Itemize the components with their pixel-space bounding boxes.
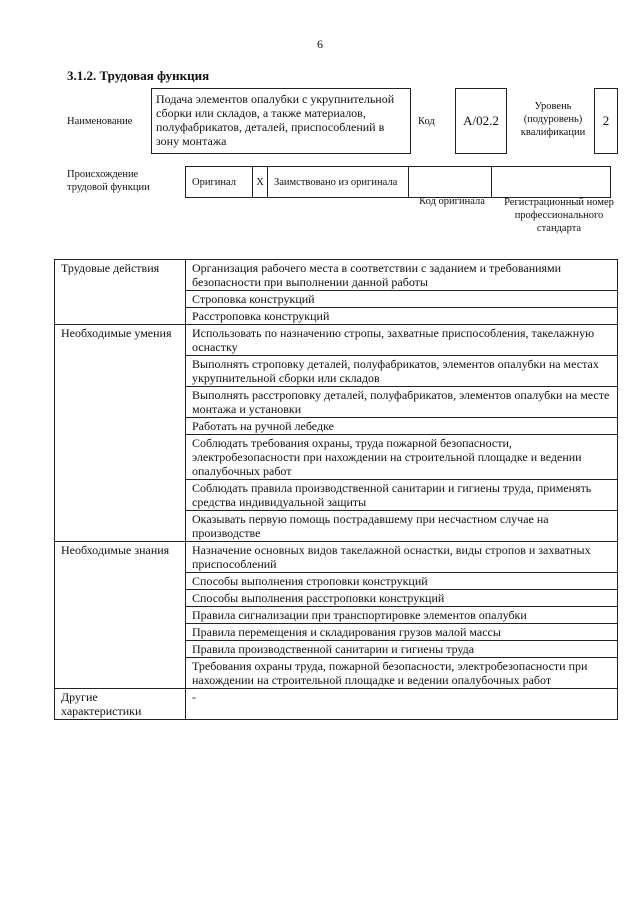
table-row xyxy=(55,260,618,291)
origin-table xyxy=(185,166,611,198)
item-cell: Соблюдать правила производственной санитарии и гигиены труда, применять средства индивидуальной защиты xyxy=(186,480,618,511)
category-cell: Другие характеристики xyxy=(55,689,186,720)
qualification-level-box: 2 xyxy=(594,88,618,154)
function-name-box: Подача элементов опалубки с укрупнительной сборки или складов, а также материалов, полуфабрикатов, деталей, приспособлений в зону монтажа xyxy=(151,88,411,154)
section-title: 3.1.2. Трудовая функция xyxy=(67,68,210,83)
item-cell: Правила перемещения и складирования грузов малой массы xyxy=(186,624,618,641)
code-original-caption: Код оригинала xyxy=(419,196,485,207)
function-code-box: А/02.2 xyxy=(455,88,507,154)
code-label: Код xyxy=(418,116,435,127)
item-cell: Способы выполнения расстроповки конструкций xyxy=(186,590,618,607)
origin-label xyxy=(67,168,172,194)
item-cell: Соблюдать требования охраны, труда пожарной безопасности, электробезопасности при нахождении на строительной площадке и ведении опалубочных работ xyxy=(186,435,618,480)
item-cell: Правила сигнализации при транспортировке элементов опалубки xyxy=(186,607,618,624)
item-cell: Расстроповка конструкций xyxy=(186,308,618,325)
item-cell: - xyxy=(186,689,618,720)
category-cell: Трудовые действия xyxy=(55,260,186,325)
function-details-body xyxy=(55,260,618,720)
item-cell: Выполнять строповку деталей, полуфабрикатов, элементов опалубки на местах укрупнительной сборки или складов xyxy=(186,356,618,387)
item-cell: Использовать по назначению стропы, захватные приспособления, такелажную оснастку xyxy=(186,325,618,356)
origin-code-cell xyxy=(409,167,492,198)
reg-number-caption: Регистрационный номер профессионального стандарта xyxy=(504,197,614,234)
function-details-table xyxy=(54,259,618,720)
item-cell: Назначение основных видов такелажной оснастки, виды стропов и захватных приспособлений xyxy=(186,542,618,573)
item-cell: Строповка конструкций xyxy=(186,291,618,308)
table-row xyxy=(55,325,618,356)
item-cell: Требования охраны труда, пожарной безопасности, электробезопасности при нахождении на строительной площадке и ведении опалубочных работ xyxy=(186,658,618,689)
origin-label-text: Происхождение трудовой функции xyxy=(67,169,150,193)
item-cell: Организация рабочего места в соответствии с заданием и требованиями безопасности при выполнении данной работы xyxy=(186,260,618,291)
category-cell: Необходимые знания xyxy=(55,542,186,689)
origin-original-cell: Оригинал xyxy=(186,167,253,198)
qualification-level-label: Уровень (подуровень) квалификации xyxy=(520,101,586,138)
item-cell: Выполнять расстроповку деталей, полуфабрикатов, элементов опалубки на месте монтажа и установки xyxy=(186,387,618,418)
origin-original-mark: X xyxy=(253,167,268,198)
page-number: 6 xyxy=(317,37,323,51)
origin-borrowed-cell: Заимствовано из оригинала xyxy=(268,167,409,198)
item-cell: Работать на ручной лебедке xyxy=(186,418,618,435)
item-cell: Оказывать первую помощь пострадавшему при несчастном случае на производстве xyxy=(186,511,618,542)
item-cell: Способы выполнения строповки конструкций xyxy=(186,573,618,590)
origin-reg-number-cell xyxy=(492,167,611,198)
origin-row xyxy=(186,167,611,198)
category-cell: Необходимые умения xyxy=(55,325,186,542)
item-cell: Правила производственной санитарии и гигиены труда xyxy=(186,641,618,658)
table-row xyxy=(55,542,618,573)
table-row xyxy=(55,689,618,720)
name-label: Наименование xyxy=(67,116,133,127)
